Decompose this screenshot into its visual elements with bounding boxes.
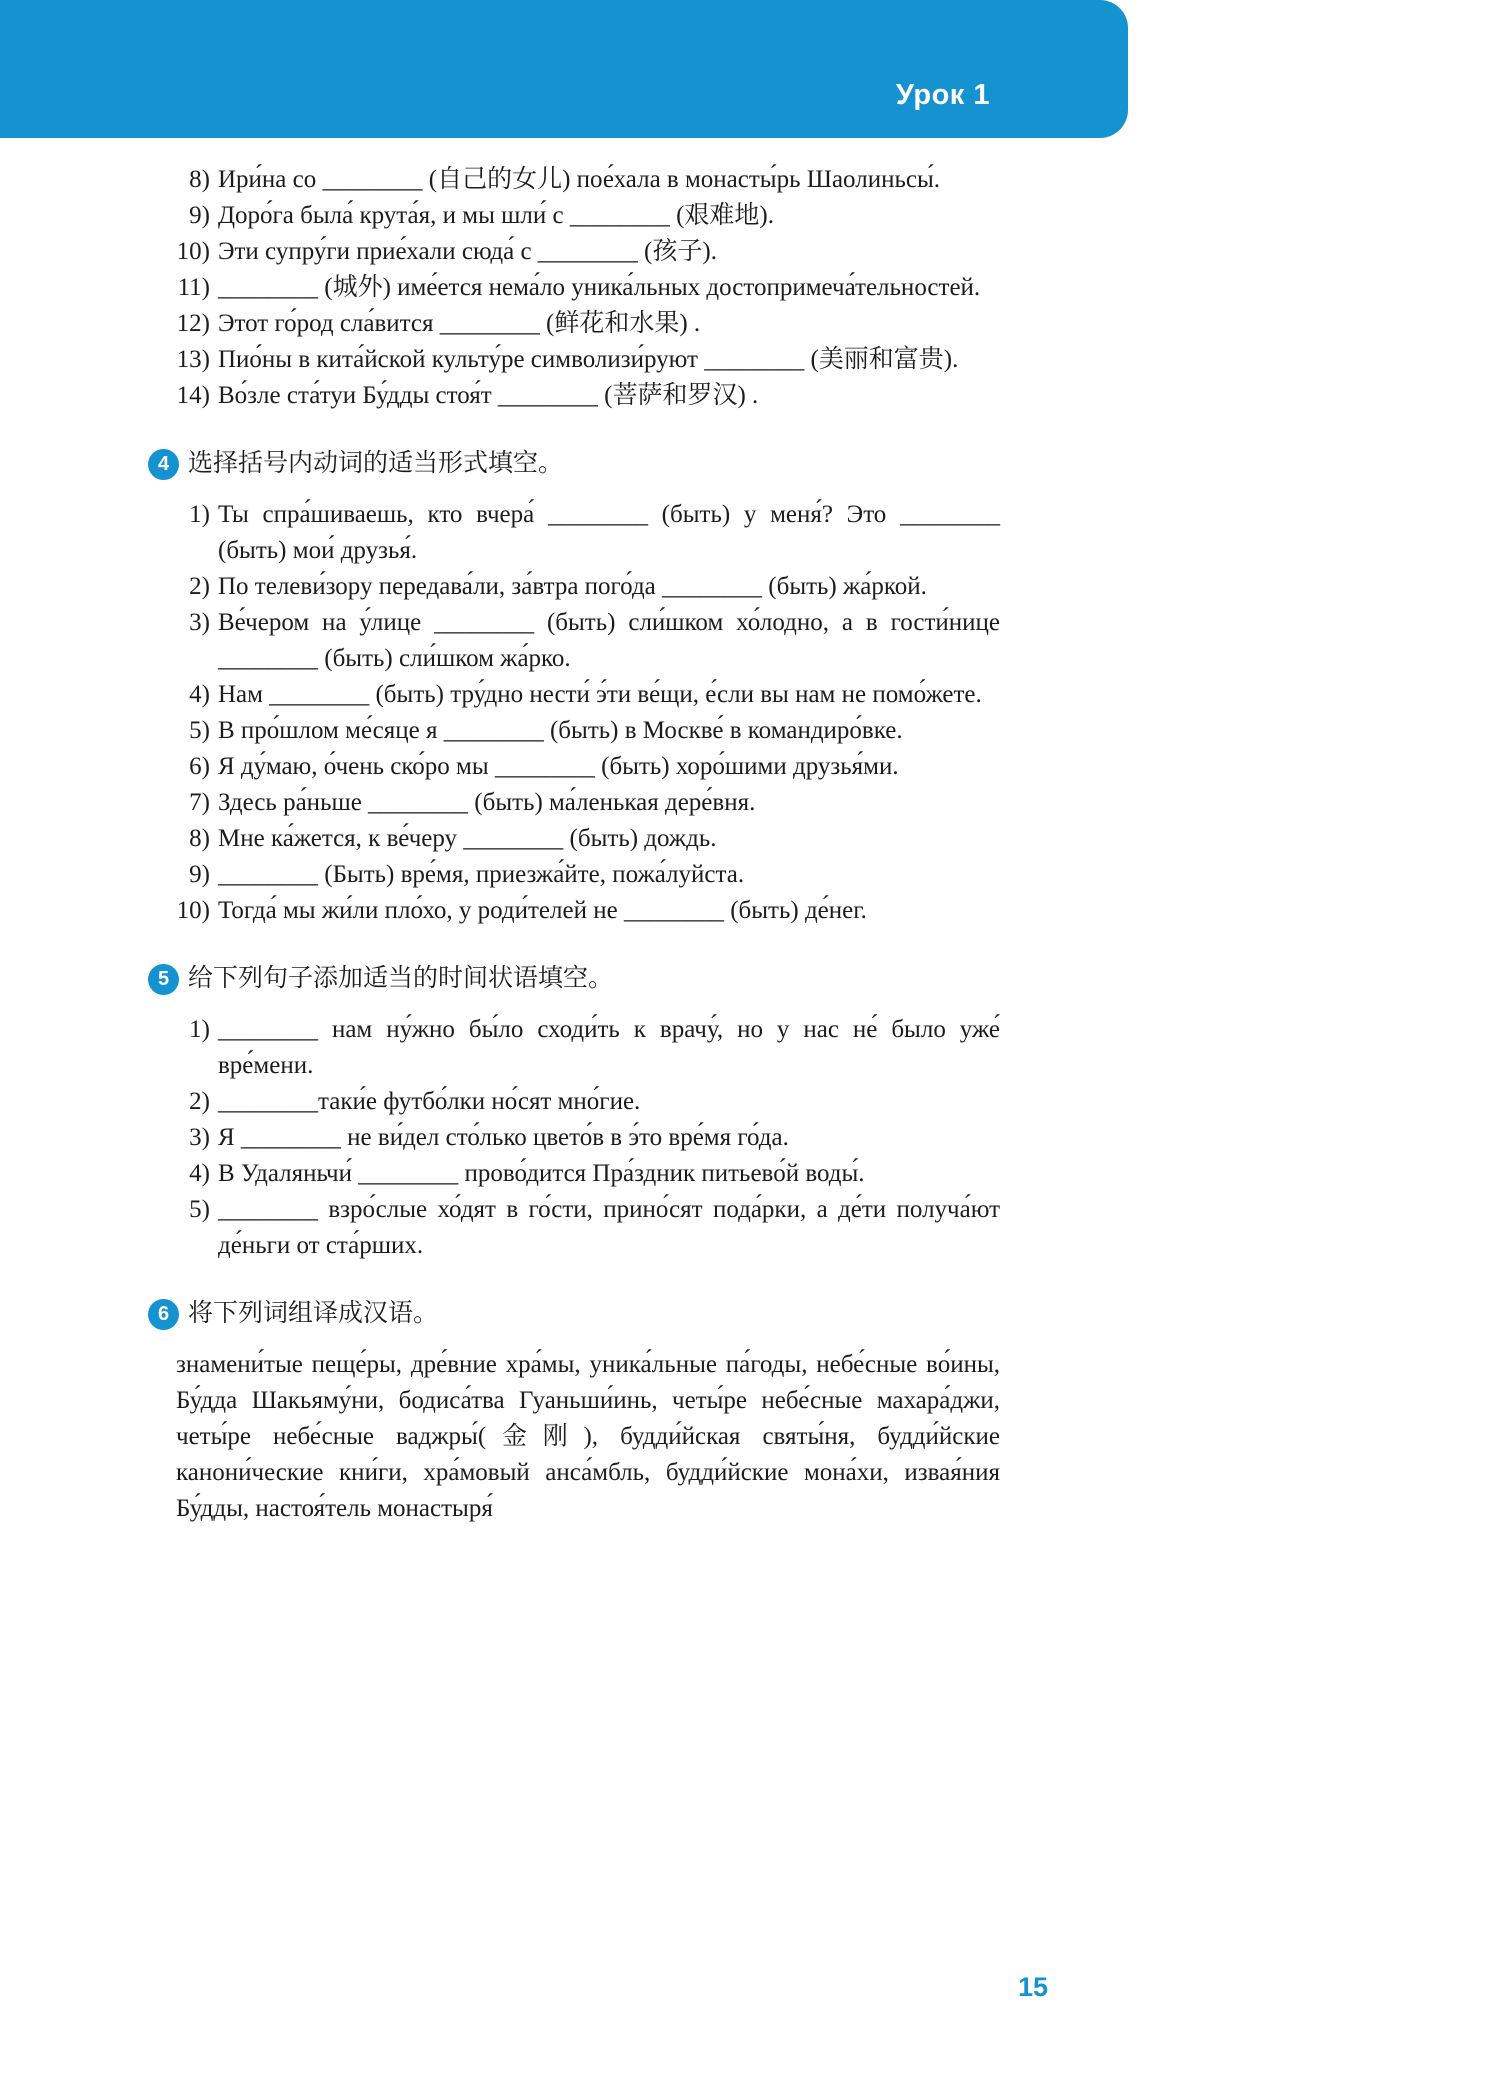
continued-items-section [148, 162, 1000, 414]
exercise-item [148, 1156, 1000, 1192]
exercise-item [148, 162, 1000, 198]
item-text: В Удаляньчи́ ________ прово́дится Пра́здник питьево́й воды́. [218, 1160, 865, 1187]
exercise-item [148, 569, 1000, 605]
exercise-instruction: 将下列词组译成汉语。 [188, 1300, 439, 1327]
exercise-item [148, 893, 1000, 929]
item-number: 3) [189, 1124, 210, 1151]
item-text: Ве́чером на у́лице ________ (быть) сли́шком хо́лодно, а в гости́нице ________ (быть) сли́шком жа́рко. [218, 609, 1000, 672]
item-text: Ири́на со ________ (自己的女儿) пое́хала в монасты́рь Шаолиньсы́. [218, 166, 940, 193]
item-number: 10) [176, 897, 210, 924]
item-number: 13) [176, 346, 210, 373]
item-number: 2) [189, 1088, 210, 1115]
exercise-item [148, 1192, 1000, 1264]
item-text: По телеви́зору передава́ли, за́втра пого́да ________ (быть) жа́ркой. [218, 573, 927, 600]
lesson-title: Урок 1 [895, 79, 990, 111]
exercise-item [148, 857, 1000, 893]
exercise-instruction: 选择括号内动词的适当形式填空。 [188, 450, 564, 477]
item-number: 9) [189, 861, 210, 888]
exercise-item [148, 677, 1000, 713]
exercise-item [148, 605, 1000, 677]
item-number: 1) [189, 501, 210, 528]
item-text: Здесь ра́ньше ________ (быть) ма́ленькая дере́вня. [218, 789, 756, 816]
page-number: 15 [1018, 1972, 1049, 2002]
exercise-item [148, 270, 1000, 306]
exercise-item [148, 342, 1000, 378]
item-number: 4) [189, 681, 210, 708]
exercise-4-item-list [148, 497, 1000, 929]
exercise-item [148, 378, 1000, 414]
item-text: Мне ка́жется, к ве́черу ________ (быть) дождь. [218, 825, 717, 852]
exercise-5-header [148, 959, 1000, 999]
item-number: 8) [189, 825, 210, 852]
item-text: Ты спра́шиваешь, кто вчера́ ________ (быть) у меня́? Это ________ (быть) мои́ друзья́. [218, 501, 1000, 564]
item-number: 10) [176, 238, 210, 265]
item-number: 14) [176, 382, 210, 409]
exercise-item [148, 234, 1000, 270]
item-text: Эти супру́ги прие́хали сюда́ с ________ (孩子). [218, 238, 717, 265]
item-text: ________ взро́слые хо́дят в го́сти, прино́сят пода́рки, а де́ти получа́ют де́ньги от ста́рших. [218, 1196, 1000, 1259]
exercise-number-badge: 5 [148, 964, 179, 995]
item-text: Этот го́род сла́вится ________ (鲜花和水果) . [218, 310, 701, 337]
item-text: ________таки́е футбо́лки но́сят мно́гие. [218, 1088, 641, 1115]
exercise-4-section [148, 444, 1000, 929]
exercise-5-item-list [148, 1012, 1000, 1264]
item-number: 11) [177, 274, 210, 301]
exercise-6-section [148, 1294, 1000, 1527]
exercise-number-badge: 4 [148, 449, 179, 480]
item-text: ________ (Быть) вре́мя, приезжа́йте, пожа́луйста. [218, 861, 745, 888]
exercise-item [148, 713, 1000, 749]
exercise-6-header [148, 1294, 1000, 1334]
item-number: 4) [189, 1160, 210, 1187]
item-text: Пио́ны в кита́йской культу́ре символизи́руют ________ (美丽和富贵). [218, 346, 959, 373]
exercise-item [148, 1012, 1000, 1084]
exercise-instruction: 给下列句子添加适当的时间状语填空。 [188, 965, 614, 992]
exercise-item [148, 785, 1000, 821]
item-number: 7) [189, 789, 210, 816]
item-number: 12) [176, 310, 210, 337]
item-text: В про́шлом ме́сяце я ________ (быть) в Москве́ в командиро́вке. [218, 717, 903, 744]
lesson-header-band [0, 0, 1128, 138]
exercise-4-header [148, 444, 1000, 484]
item-number: 5) [189, 717, 210, 744]
item-number: 2) [189, 573, 210, 600]
item-text: Во́зле ста́туи Бу́дды стоя́т ________ (菩萨和罗汉) . [218, 382, 759, 409]
item-text: Я ________ не ви́дел сто́лько цвето́в в э́то вре́мя го́да. [218, 1124, 789, 1151]
item-text: ________ (城外) име́ется нема́ло уника́льных достопримеча́тельностей. [218, 274, 981, 301]
page-content [148, 162, 1000, 1527]
item-number: 3) [189, 609, 210, 636]
exercise-item [148, 1120, 1000, 1156]
item-text: Я ду́маю, о́чень ско́ро мы ________ (быть) хоро́шими друзья́ми. [218, 753, 899, 780]
exercise-item [148, 306, 1000, 342]
item-number: 8) [189, 166, 210, 193]
item-text: Доро́га была́ крута́я, и мы шли́ с ________ (艰难地). [218, 202, 774, 229]
exercise-number-badge: 6 [148, 1299, 179, 1330]
exercise-5-section [148, 959, 1000, 1264]
exercise-item [148, 497, 1000, 569]
exercise-item [148, 821, 1000, 857]
item-text: Нам ________ (быть) тру́дно нести́ э́ти ве́щи, е́сли вы нам не помо́жете. [218, 681, 982, 708]
item-number: 5) [189, 1196, 210, 1223]
phrase-list-paragraph: знамени́тые пеще́ры, дре́вние хра́мы, уника́льные па́годы, небе́сные во́ины, Бу́дда Шакьяму́ни, бодиса́тва Гуаньши́инь, четы́ре небе́сные махара́джи, четы́ре небе́сные ваджры́(金刚), будди́йская святы́ня, будди́йские канони́ческие кни́ги, хра́мовый анса́мбль, будди́йские мона́хи, извая́ния Бу́дды, настоя́тель монастыря́ [176, 1351, 1000, 1522]
item-number: 6) [189, 753, 210, 780]
exercise-item [148, 749, 1000, 785]
item-text: ________ нам ну́жно бы́ло сходи́ть к врачу́, но у нас не́ было уже́ вре́мени. [218, 1016, 1000, 1079]
item-number: 1) [189, 1016, 210, 1043]
item-number: 9) [189, 202, 210, 229]
continued-item-list [148, 162, 1000, 414]
item-text: Тогда́ мы жи́ли пло́хо, у роди́телей не ________ (быть) де́нег. [218, 897, 867, 924]
exercise-item [148, 1084, 1000, 1120]
exercise-item [148, 198, 1000, 234]
